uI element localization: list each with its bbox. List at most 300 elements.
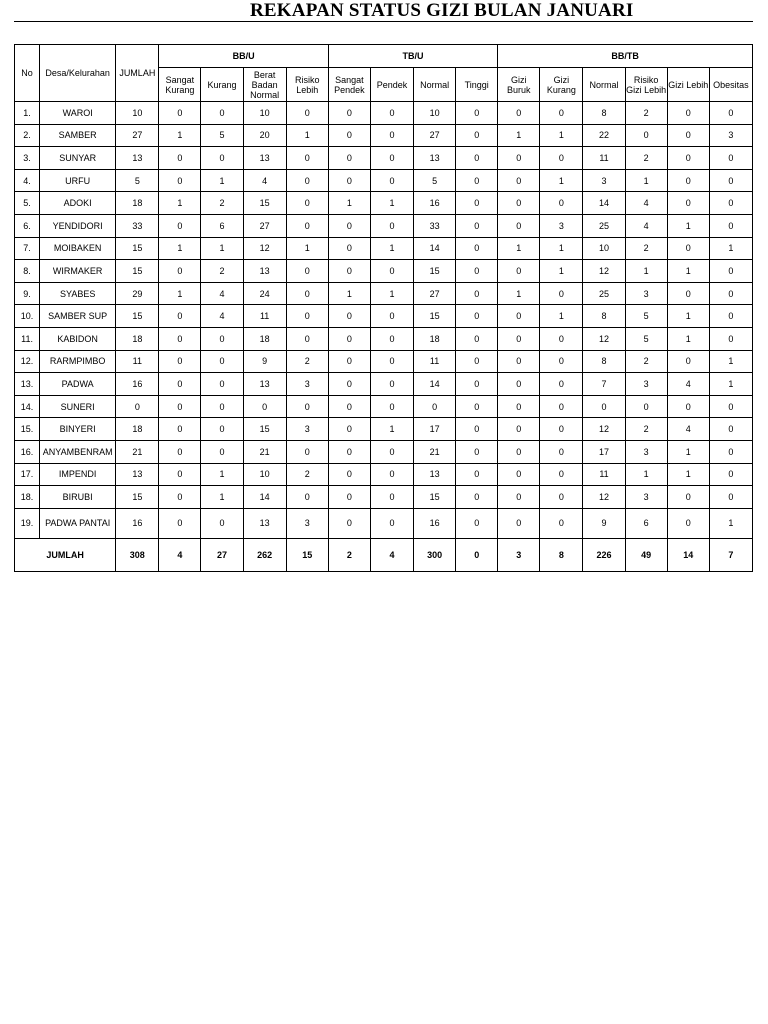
row-bbu-value: 0: [286, 214, 328, 237]
total-cell: 14: [667, 538, 709, 571]
row-bbtb-value: 0: [667, 102, 709, 125]
total-cell: 15: [286, 538, 328, 571]
row-bbtb-value: 10: [583, 237, 625, 260]
row-jumlah: 18: [116, 192, 159, 215]
row-bbtb-value: 0: [498, 395, 540, 418]
row-no: 1.: [15, 102, 40, 125]
row-bbtb-value: 1: [667, 327, 709, 350]
row-bbtb-value: 0: [709, 260, 752, 283]
row-bbtb-value: 0: [709, 418, 752, 441]
row-tbu-value: 0: [456, 147, 498, 170]
total-row: [15, 538, 753, 571]
row-no: 13.: [15, 373, 40, 396]
row-tbu-value: 27: [414, 124, 456, 147]
row-bbtb-value: 0: [709, 192, 752, 215]
row-bbtb-value: 0: [498, 305, 540, 328]
row-desa: YENDIDORI: [40, 214, 116, 237]
row-bbu-value: 0: [286, 395, 328, 418]
row-bbu-value: 0: [159, 463, 201, 486]
row-bbu-value: 0: [201, 327, 243, 350]
table-row: [15, 463, 753, 486]
row-bbu-value: 0: [286, 282, 328, 305]
header-bbtb-gizi-lebih: Gizi Lebih: [667, 68, 709, 102]
row-bbu-value: 9: [243, 350, 286, 373]
row-jumlah: 13: [116, 463, 159, 486]
row-bbtb-value: 0: [540, 373, 583, 396]
row-tbu-value: 0: [370, 395, 413, 418]
row-bbu-value: 1: [286, 124, 328, 147]
row-bbu-value: 21: [243, 440, 286, 463]
row-desa: PADWA PANTAI: [40, 508, 116, 538]
row-bbtb-value: 2: [625, 350, 667, 373]
row-bbtb-value: 4: [625, 214, 667, 237]
row-bbtb-value: 1: [709, 508, 752, 538]
row-bbtb-value: 3: [625, 486, 667, 509]
row-jumlah: 16: [116, 508, 159, 538]
row-bbtb-value: 0: [667, 486, 709, 509]
row-tbu-value: 1: [370, 192, 413, 215]
row-bbtb-value: 3: [709, 124, 752, 147]
row-bbu-value: 2: [286, 463, 328, 486]
row-bbu-value: 11: [243, 305, 286, 328]
header-bbu-sangat-kurang: Sangat Kurang: [159, 68, 201, 102]
row-tbu-value: 0: [456, 282, 498, 305]
row-tbu-value: 14: [414, 373, 456, 396]
row-bbtb-value: 0: [709, 486, 752, 509]
row-bbtb-value: 1: [667, 214, 709, 237]
row-bbtb-value: 0: [498, 147, 540, 170]
title-underline: [14, 21, 753, 22]
row-bbu-value: 0: [286, 440, 328, 463]
row-bbtb-value: 1: [667, 440, 709, 463]
row-tbu-value: 0: [328, 237, 370, 260]
header-tbu-tinggi: Tinggi: [456, 68, 498, 102]
row-bbu-value: 0: [201, 350, 243, 373]
row-bbu-value: 0: [159, 440, 201, 463]
row-bbtb-value: 0: [667, 395, 709, 418]
row-bbu-value: 15: [243, 192, 286, 215]
nutrition-status-table: [14, 44, 753, 572]
row-tbu-value: 0: [370, 102, 413, 125]
row-bbtb-value: 12: [583, 260, 625, 283]
row-bbtb-value: 0: [709, 305, 752, 328]
row-bbu-value: 0: [159, 214, 201, 237]
table-row: [15, 102, 753, 125]
row-desa: IMPENDI: [40, 463, 116, 486]
row-tbu-value: 0: [328, 463, 370, 486]
row-bbu-value: 0: [286, 192, 328, 215]
row-desa: WIRMAKER: [40, 260, 116, 283]
row-bbtb-value: 1: [709, 373, 752, 396]
row-bbu-value: 0: [159, 260, 201, 283]
row-no: 4.: [15, 169, 40, 192]
row-bbu-value: 0: [286, 305, 328, 328]
row-bbu-value: 10: [243, 102, 286, 125]
row-bbtb-value: 0: [709, 282, 752, 305]
row-no: 12.: [15, 350, 40, 373]
row-bbtb-value: 0: [709, 169, 752, 192]
row-no: 2.: [15, 124, 40, 147]
row-bbtb-value: 3: [583, 169, 625, 192]
row-tbu-value: 0: [328, 305, 370, 328]
row-tbu-value: 0: [370, 124, 413, 147]
row-bbtb-value: 1: [625, 260, 667, 283]
row-tbu-value: 0: [328, 327, 370, 350]
row-desa: PADWA: [40, 373, 116, 396]
row-jumlah: 21: [116, 440, 159, 463]
row-bbtb-value: 9: [583, 508, 625, 538]
document-title: REKAPAN STATUS GIZI BULAN JANUARI: [250, 0, 634, 21]
row-desa: KABIDON: [40, 327, 116, 350]
row-desa: SAMBER SUP: [40, 305, 116, 328]
row-bbu-value: 2: [201, 192, 243, 215]
header-bbtb-obesitas: Obesitas: [709, 68, 752, 102]
row-bbtb-value: 0: [583, 395, 625, 418]
row-bbu-value: 2: [201, 260, 243, 283]
row-bbtb-value: 1: [540, 260, 583, 283]
table-row: [15, 350, 753, 373]
row-jumlah: 5: [116, 169, 159, 192]
row-bbtb-value: 22: [583, 124, 625, 147]
row-bbu-value: 3: [286, 508, 328, 538]
total-cell: 4: [370, 538, 413, 571]
row-bbtb-value: 0: [498, 169, 540, 192]
row-bbu-value: 4: [243, 169, 286, 192]
header-bbu-risiko-lebih: Risiko Lebih: [286, 68, 328, 102]
row-bbtb-value: 5: [625, 305, 667, 328]
row-tbu-value: 13: [414, 147, 456, 170]
header-jumlah: JUMLAH: [116, 45, 159, 102]
row-jumlah: 15: [116, 260, 159, 283]
row-tbu-value: 33: [414, 214, 456, 237]
total-jumlah: 308: [116, 538, 159, 571]
row-jumlah: 11: [116, 350, 159, 373]
row-tbu-value: 0: [370, 373, 413, 396]
row-bbu-value: 0: [159, 327, 201, 350]
row-tbu-value: 0: [456, 214, 498, 237]
row-bbtb-value: 1: [667, 305, 709, 328]
row-tbu-value: 0: [456, 327, 498, 350]
row-bbu-value: 0: [159, 373, 201, 396]
row-desa: SYABES: [40, 282, 116, 305]
row-jumlah: 27: [116, 124, 159, 147]
row-desa: SAMBER: [40, 124, 116, 147]
row-bbtb-value: 0: [709, 214, 752, 237]
row-bbtb-value: 0: [498, 440, 540, 463]
row-bbtb-value: 0: [540, 147, 583, 170]
row-bbtb-value: 12: [583, 327, 625, 350]
row-tbu-value: 1: [370, 418, 413, 441]
total-cell: 8: [540, 538, 583, 571]
row-bbtb-value: 3: [625, 440, 667, 463]
row-no: 10.: [15, 305, 40, 328]
row-bbu-value: 12: [243, 237, 286, 260]
row-bbu-value: 1: [201, 463, 243, 486]
row-tbu-value: 0: [328, 440, 370, 463]
row-tbu-value: 0: [456, 395, 498, 418]
row-tbu-value: 0: [328, 169, 370, 192]
row-desa: WAROI: [40, 102, 116, 125]
row-bbtb-value: 0: [625, 124, 667, 147]
table-row: [15, 169, 753, 192]
row-bbtb-value: 0: [709, 102, 752, 125]
row-desa: SUNYAR: [40, 147, 116, 170]
row-tbu-value: 17: [414, 418, 456, 441]
row-tbu-value: 0: [370, 169, 413, 192]
row-bbtb-value: 1: [667, 463, 709, 486]
row-tbu-value: 15: [414, 486, 456, 509]
row-bbtb-value: 12: [583, 486, 625, 509]
row-bbtb-value: 2: [625, 418, 667, 441]
total-cell: 49: [625, 538, 667, 571]
row-bbtb-value: 7: [583, 373, 625, 396]
row-bbtb-value: 2: [625, 147, 667, 170]
row-bbtb-value: 11: [583, 147, 625, 170]
row-tbu-value: 0: [328, 260, 370, 283]
row-desa: ANYAMBENRAM: [40, 440, 116, 463]
row-bbu-value: 0: [159, 508, 201, 538]
row-tbu-value: 15: [414, 305, 456, 328]
row-bbtb-value: 0: [540, 486, 583, 509]
row-bbtb-value: 0: [667, 147, 709, 170]
row-bbtb-value: 0: [667, 124, 709, 147]
row-tbu-value: 0: [456, 102, 498, 125]
row-tbu-value: 0: [328, 418, 370, 441]
header-tbu-pendek: Pendek: [370, 68, 413, 102]
row-bbtb-value: 8: [583, 350, 625, 373]
header-bbtb-normal: Normal: [583, 68, 625, 102]
row-bbtb-value: 0: [667, 169, 709, 192]
row-tbu-value: 0: [328, 214, 370, 237]
table-row: [15, 508, 753, 538]
row-tbu-value: 0: [456, 373, 498, 396]
row-bbu-value: 1: [286, 237, 328, 260]
header-desa: Desa/Kelurahan: [40, 45, 116, 102]
row-bbu-value: 1: [201, 486, 243, 509]
row-tbu-value: 1: [328, 282, 370, 305]
row-tbu-value: 21: [414, 440, 456, 463]
table-row: [15, 440, 753, 463]
table-row: [15, 327, 753, 350]
row-tbu-value: 0: [328, 102, 370, 125]
total-cell: 226: [583, 538, 625, 571]
group-header-row: [15, 45, 753, 68]
table-row: [15, 373, 753, 396]
row-bbtb-value: 0: [667, 192, 709, 215]
row-bbu-value: 0: [201, 147, 243, 170]
row-bbu-value: 20: [243, 124, 286, 147]
row-bbtb-value: 3: [625, 373, 667, 396]
row-jumlah: 33: [116, 214, 159, 237]
row-tbu-value: 0: [456, 260, 498, 283]
row-jumlah: 15: [116, 305, 159, 328]
row-bbtb-value: 0: [498, 214, 540, 237]
row-bbtb-value: 0: [540, 463, 583, 486]
total-cell: 3: [498, 538, 540, 571]
row-bbu-value: 0: [286, 102, 328, 125]
total-cell: 27: [201, 538, 243, 571]
row-bbtb-value: 11: [583, 463, 625, 486]
row-jumlah: 0: [116, 395, 159, 418]
row-bbtb-value: 1: [667, 260, 709, 283]
row-bbtb-value: 0: [667, 237, 709, 260]
row-bbtb-value: 2: [625, 102, 667, 125]
row-bbtb-value: 0: [540, 440, 583, 463]
row-bbu-value: 1: [159, 192, 201, 215]
row-bbtb-value: 17: [583, 440, 625, 463]
row-bbu-value: 13: [243, 508, 286, 538]
row-bbtb-value: 0: [498, 373, 540, 396]
row-bbtb-value: 25: [583, 282, 625, 305]
row-tbu-value: 18: [414, 327, 456, 350]
row-jumlah: 15: [116, 237, 159, 260]
header-bbu-kurang: Kurang: [201, 68, 243, 102]
row-bbtb-value: 0: [498, 508, 540, 538]
row-tbu-value: 0: [456, 124, 498, 147]
row-bbtb-value: 1: [709, 237, 752, 260]
row-bbu-value: 0: [201, 440, 243, 463]
row-desa: BIRUBI: [40, 486, 116, 509]
row-bbu-value: 1: [201, 169, 243, 192]
row-bbu-value: 14: [243, 486, 286, 509]
row-tbu-value: 16: [414, 192, 456, 215]
row-bbtb-value: 0: [540, 192, 583, 215]
row-no: 14.: [15, 395, 40, 418]
row-bbu-value: 1: [159, 124, 201, 147]
row-tbu-value: 16: [414, 508, 456, 538]
row-jumlah: 16: [116, 373, 159, 396]
row-bbu-value: 0: [159, 147, 201, 170]
row-tbu-value: 0: [456, 192, 498, 215]
row-bbtb-value: 1: [540, 169, 583, 192]
row-bbu-value: 0: [201, 373, 243, 396]
row-tbu-value: 0: [456, 440, 498, 463]
row-tbu-value: 0: [456, 486, 498, 509]
row-bbu-value: 27: [243, 214, 286, 237]
row-bbu-value: 10: [243, 463, 286, 486]
row-bbtb-value: 1: [540, 124, 583, 147]
table-row: [15, 192, 753, 215]
row-bbtb-value: 3: [625, 282, 667, 305]
table-row: [15, 124, 753, 147]
row-tbu-value: 0: [328, 508, 370, 538]
row-tbu-value: 0: [456, 305, 498, 328]
row-tbu-value: 0: [456, 350, 498, 373]
row-bbu-value: 0: [286, 169, 328, 192]
row-no: 6.: [15, 214, 40, 237]
row-no: 11.: [15, 327, 40, 350]
row-bbu-value: 0: [201, 508, 243, 538]
table-row: [15, 282, 753, 305]
row-bbtb-value: 0: [667, 350, 709, 373]
row-tbu-value: 0: [328, 373, 370, 396]
row-bbu-value: 0: [243, 395, 286, 418]
row-bbtb-value: 1: [498, 282, 540, 305]
row-bbu-value: 0: [159, 102, 201, 125]
total-label: JUMLAH: [15, 538, 116, 571]
row-bbtb-value: 8: [583, 102, 625, 125]
row-tbu-value: 0: [370, 508, 413, 538]
row-bbu-value: 0: [201, 102, 243, 125]
row-bbu-value: 0: [201, 418, 243, 441]
row-tbu-value: 5: [414, 169, 456, 192]
row-bbtb-value: 0: [498, 350, 540, 373]
row-no: 15.: [15, 418, 40, 441]
row-bbtb-value: 14: [583, 192, 625, 215]
row-bbu-value: 4: [201, 282, 243, 305]
row-bbtb-value: 0: [709, 327, 752, 350]
row-tbu-value: 0: [456, 508, 498, 538]
row-bbu-value: 24: [243, 282, 286, 305]
row-bbu-value: 0: [159, 169, 201, 192]
row-tbu-value: 27: [414, 282, 456, 305]
table-row: [15, 395, 753, 418]
header-bbtb-risiko-gizi-lebih: Risiko Gizi Lebih: [625, 68, 667, 102]
row-tbu-value: 0: [370, 486, 413, 509]
row-tbu-value: 0: [370, 350, 413, 373]
row-bbtb-value: 0: [540, 508, 583, 538]
total-cell: 7: [709, 538, 752, 571]
row-bbu-value: 0: [201, 395, 243, 418]
total-cell: 300: [414, 538, 456, 571]
row-tbu-value: 0: [328, 124, 370, 147]
row-bbu-value: 3: [286, 418, 328, 441]
row-bbu-value: 13: [243, 147, 286, 170]
row-bbtb-value: 25: [583, 214, 625, 237]
row-no: 3.: [15, 147, 40, 170]
table-row: [15, 147, 753, 170]
total-cell: 2: [328, 538, 370, 571]
row-bbtb-value: 0: [540, 282, 583, 305]
header-bbtb-gizi-kurang: Gizi Kurang: [540, 68, 583, 102]
row-tbu-value: 15: [414, 260, 456, 283]
total-cell: 0: [456, 538, 498, 571]
row-tbu-value: 0: [456, 237, 498, 260]
row-no: 17.: [15, 463, 40, 486]
row-bbu-value: 0: [286, 486, 328, 509]
row-bbtb-value: 1: [709, 350, 752, 373]
row-tbu-value: 0: [328, 486, 370, 509]
row-bbtb-value: 0: [540, 350, 583, 373]
row-bbtb-value: 0: [709, 395, 752, 418]
row-desa: SUNERI: [40, 395, 116, 418]
row-no: 19.: [15, 508, 40, 538]
row-tbu-value: 0: [414, 395, 456, 418]
row-bbtb-value: 1: [540, 237, 583, 260]
row-desa: ADOKI: [40, 192, 116, 215]
row-tbu-value: 0: [370, 327, 413, 350]
row-bbtb-value: 0: [498, 418, 540, 441]
row-jumlah: 13: [116, 147, 159, 170]
row-desa: BINYERI: [40, 418, 116, 441]
table-row: [15, 214, 753, 237]
row-tbu-value: 0: [370, 440, 413, 463]
row-bbu-value: 0: [286, 260, 328, 283]
row-tbu-value: 13: [414, 463, 456, 486]
table-row: [15, 305, 753, 328]
row-tbu-value: 11: [414, 350, 456, 373]
row-bbtb-value: 1: [498, 237, 540, 260]
row-bbu-value: 0: [159, 395, 201, 418]
row-tbu-value: 0: [328, 147, 370, 170]
header-group-bbu: BB/U: [159, 45, 328, 68]
row-tbu-value: 0: [370, 305, 413, 328]
total-cell: 262: [243, 538, 286, 571]
header-tbu-normal: Normal: [414, 68, 456, 102]
row-bbtb-value: 0: [498, 192, 540, 215]
row-no: 7.: [15, 237, 40, 260]
row-bbu-value: 0: [286, 147, 328, 170]
